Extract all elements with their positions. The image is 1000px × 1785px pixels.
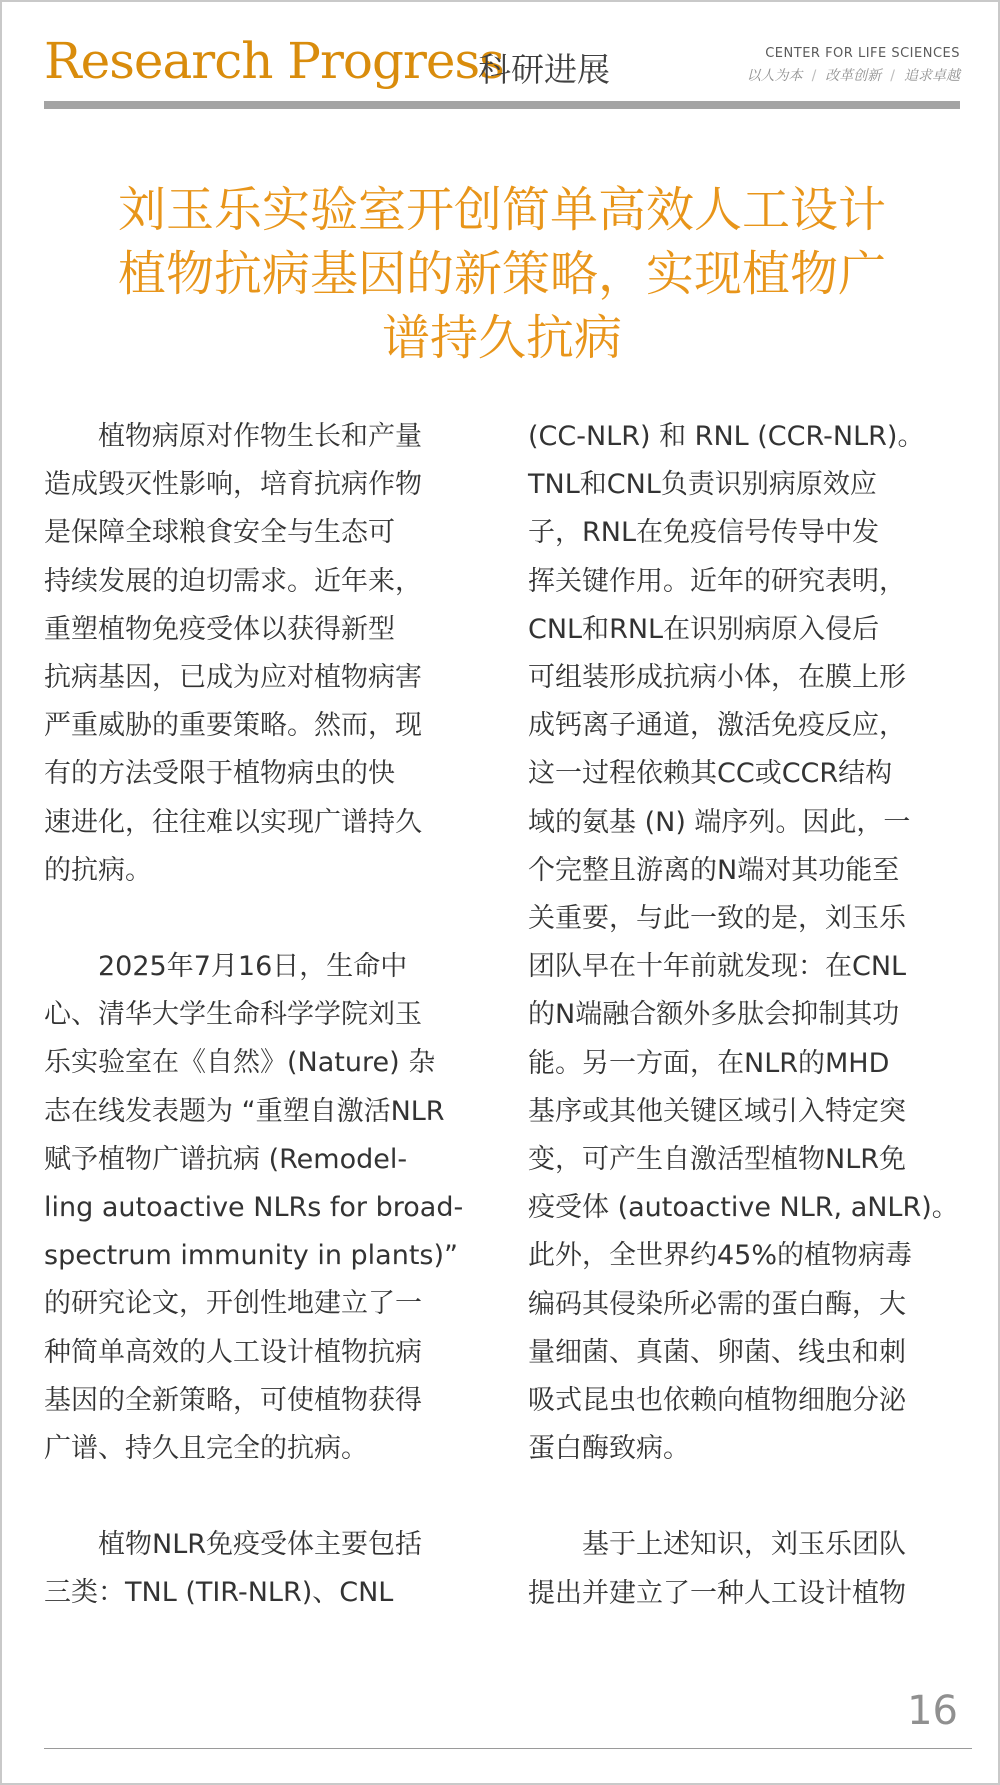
- motto-item: 以人为本: [746, 68, 803, 84]
- article-column-right: [528, 413, 960, 1618]
- title-line: 植物抗病基因的新策略，实现植物广: [117, 246, 886, 302]
- title-line: 刘玉乐实验室开创简单高效人工设计: [117, 182, 886, 238]
- page-number: 16: [907, 1688, 958, 1734]
- motto-separator: /: [811, 68, 817, 84]
- paragraph: 植物NLR免疫受体主要包括 三类：TNL (TIR-NLR)、CNL: [44, 1529, 422, 1609]
- motto-separator: /: [890, 68, 895, 84]
- paragraph: 植物病原对作物生长和产量 造成毁灭性影响，培育抗病作物 是保障全球粮食安全与生态可 持续发展的迫切需求。近年来， 重塑植物免疫受体以获得新型 抗病基因，已成为应对植物病害 严重威胁的重要策略。然而，现 有的方法受限于植物病虫的快 速进化，往往难以实现广谱持久 的抗病。: [44, 421, 422, 886]
- article-column-left: [44, 413, 476, 1618]
- paragraph: 2025年7月16日，生命中 心、清华大学生命科学学院刘玉 乐实验室在《自然》(Nature) 杂 志在线发表题为 “重塑自激活NLR 赋予植物广谱抗病 (Remodel- ling autoactive NLRs for broad- spectrum immunity in plants)” 的研究论文，开创性地建立了一 种简单高效的人工设计植物抗病 基因的全新策略，可使植物获得 广谱、持久且完全的抗病。: [44, 951, 464, 1465]
- title-line: 谱持久抗病: [381, 310, 622, 366]
- header: [44, 32, 960, 112]
- motto-list: [747, 65, 960, 85]
- paragraph: (CC-NLR) 和 RNL (CCR-NLR)。 TNL和CNL负责识别病原效应 子，RNL在免疫信号传导中发 挥关键作用。近年的研究表明， CNL和RNL在识别病原入侵后 可组装形成抗病小体，在膜上形 成钙离子通道，激活免疫反应， 这一过程依赖其CC或CCR结构 域的氨基 (N) 端序列。因此，一 个完整且游离的N端对其功能至 关重要，与此一致的是，刘玉乐 团队早在十年前就发现：在CNL 的N端融合额外多肽会抑制其功 能。另一方面，在NLR的MHD 基序或其他关键区域引入特定突 变，可产生自激活型植物NLR免 疫受体 (autoactive NLR, aNLR)。 此外，全世界约45%的植物病毒 编码其侵染所必需的蛋白酶，大 量细菌、真菌、卵菌、线虫和刺 吸式昆虫也依赖向植物细胞分泌 蛋白酶致病。: [528, 421, 959, 1465]
- motto-item: 改革创新: [825, 68, 882, 84]
- paragraph: 基于上述知识，刘玉乐团队 提出并建立了一种人工设计植物: [528, 1529, 906, 1609]
- header-divider: [44, 101, 960, 109]
- article-title: [44, 178, 960, 370]
- footer-divider: [44, 1748, 972, 1749]
- brand-english: Research Progress: [44, 32, 504, 90]
- brand-chinese: 科研进展: [478, 50, 610, 89]
- motto-item: 追求卓越: [904, 68, 960, 84]
- center-name: CENTER FOR LIFE SCIENCES: [765, 46, 960, 61]
